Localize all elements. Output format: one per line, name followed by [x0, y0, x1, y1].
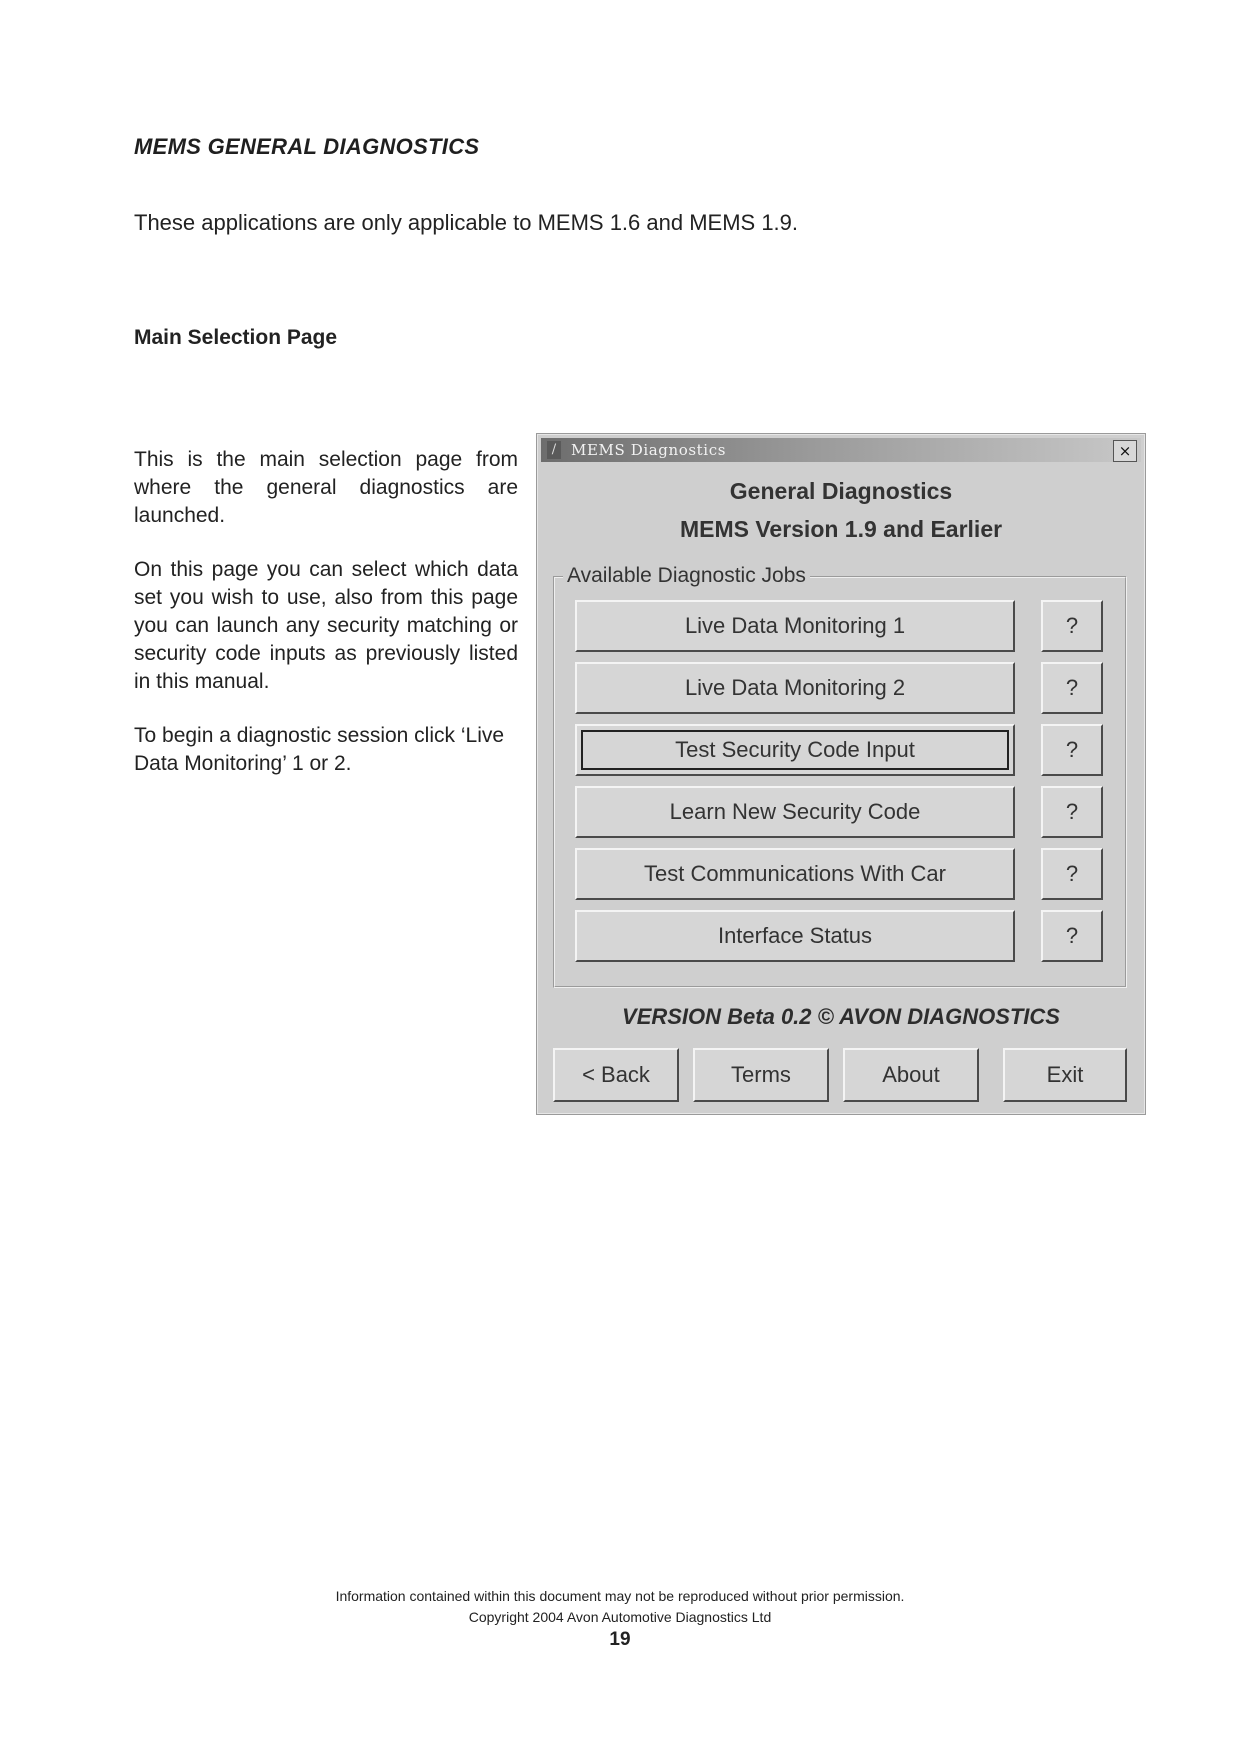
jobs-group-label: Available Diagnostic Jobs — [563, 564, 810, 588]
intro-text: These applications are only applicable to MEMS 1.6 and MEMS 1.9. — [134, 210, 799, 235]
interface-status-button[interactable]: Interface Status — [575, 910, 1015, 962]
section-title: MEMS GENERAL DIAGNOSTICS — [134, 134, 480, 159]
help-button[interactable]: ? — [1041, 600, 1103, 652]
window-titlebar[interactable] — [541, 438, 1141, 462]
test-security-code-input-button[interactable]: Test Security Code Input — [575, 724, 1015, 776]
help-button[interactable]: ? — [1041, 848, 1103, 900]
subheading: Main Selection Page — [134, 326, 338, 349]
close-button[interactable]: × — [1113, 440, 1137, 462]
help-button[interactable]: ? — [1041, 786, 1103, 838]
footer-copyright: Copyright 2004 Avon Automotive Diagnostics Ltd — [468, 1609, 772, 1625]
live-data-monitoring-2-button[interactable]: Live Data Monitoring 2 — [575, 662, 1015, 714]
terms-button[interactable]: Terms — [693, 1048, 829, 1102]
exit-button[interactable]: Exit — [1003, 1048, 1127, 1102]
dialog-subheading: MEMS Version 1.9 and Earlier — [679, 516, 1003, 542]
footer-notice: Information contained within this document may not be reproduced without prior permission. — [335, 1588, 905, 1604]
back-button[interactable]: < Back — [553, 1048, 679, 1102]
learn-new-security-code-button[interactable]: Learn New Security Code — [575, 786, 1015, 838]
description-column — [134, 446, 518, 804]
dialog-heading: General Diagnostics — [729, 478, 953, 504]
test-communications-with-car-button[interactable]: Test Communications With Car — [575, 848, 1015, 900]
help-button[interactable]: ? — [1041, 910, 1103, 962]
version-label: VERSION Beta 0.2 © AVON DIAGNOSTICS — [622, 1004, 1060, 1029]
paragraph-1: This is the main selection page from where the general diagnostics are launched. — [134, 448, 518, 527]
mems-diagnostics-window — [536, 433, 1146, 1115]
help-button[interactable]: ? — [1041, 662, 1103, 714]
help-button[interactable]: ? — [1041, 724, 1103, 776]
window-title: MEMS Diagnostics — [571, 441, 726, 459]
paragraph-2: On this page you can select which data set you wish to use, also from this page you can launch any security matching or security code inputs as previously listed in this manual. — [134, 558, 518, 693]
app-icon: / — [547, 441, 561, 459]
live-data-monitoring-1-button[interactable]: Live Data Monitoring 1 — [575, 600, 1015, 652]
page-number: 19 — [609, 1629, 631, 1650]
paragraph-3: To begin a diagnostic session click ‘Live Data Monitoring’ 1 or 2. — [134, 724, 505, 775]
about-button[interactable]: About — [843, 1048, 979, 1102]
